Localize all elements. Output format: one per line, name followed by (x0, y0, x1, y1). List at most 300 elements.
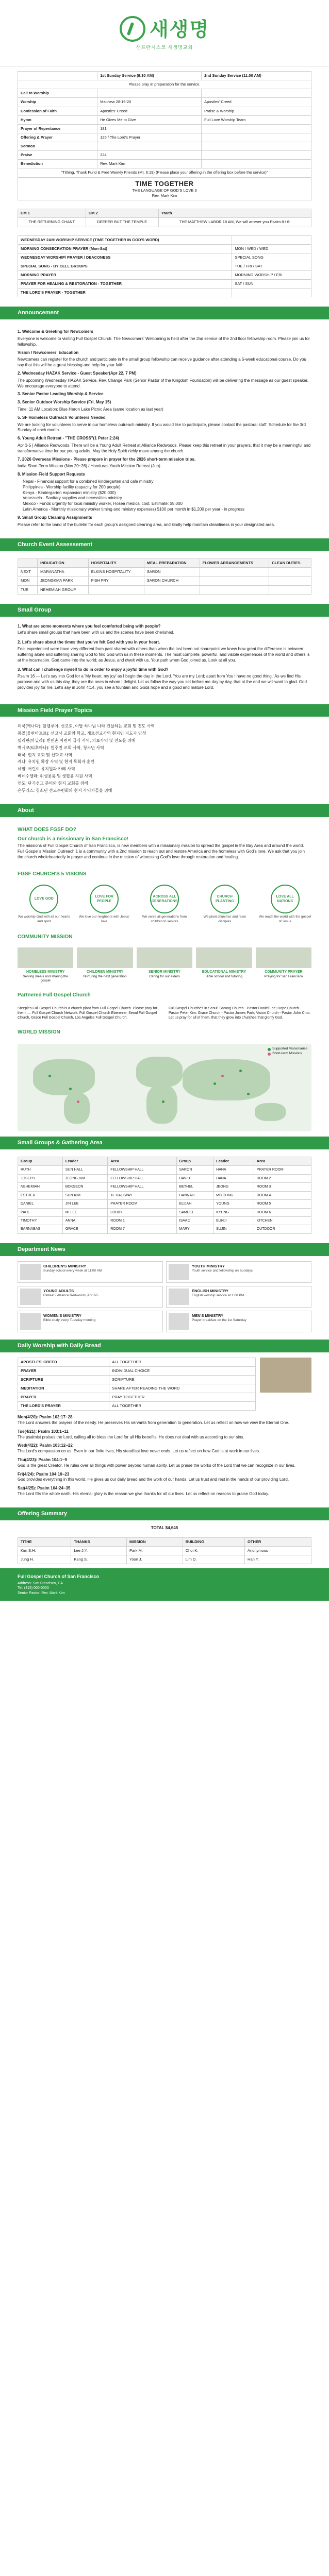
offering-col-header: TITHE (18, 1537, 71, 1546)
sermon-subtitle: THE LANGUAGE OF GOD'S LOVE 3 (132, 188, 197, 193)
devotion-item (18, 1458, 311, 1469)
service-row-second (202, 124, 311, 133)
groups-cell: LOBBY (108, 1208, 176, 1216)
church-header (0, 0, 329, 67)
department-card (18, 1311, 163, 1332)
vision-desc: We reach the world with the gospel of Jesus (259, 915, 311, 923)
devotion-heading: Thu(4/23): Psalm 104:1~9 (18, 1458, 67, 1463)
groups-cell: ISAAC (176, 1216, 213, 1225)
offering-cell: Lim D. (183, 1555, 244, 1564)
choir-header: CM 1 (18, 209, 86, 218)
department-card (166, 1286, 311, 1308)
announcement-heading: 6. Young Adult Retreat - "THE CROSS"(1 Peter 2:24) (18, 436, 119, 441)
daily-worship-table (18, 1358, 256, 1411)
prayer-item: 몽골(울란바토르): 선교사 교회와 학교, 게르선교사역 현지인 지도자 양성 (18, 731, 146, 736)
ministry-photo (77, 947, 133, 968)
question-block (18, 667, 311, 690)
map-legend (268, 1047, 307, 1056)
world-mission-map (18, 1044, 311, 1131)
groups-row (18, 1174, 311, 1182)
department-name: WOMEN'S MINISTRY (43, 1313, 82, 1318)
map-land-europe (136, 1057, 183, 1088)
prayer-item: 온두라스: 청소년 선교수련회와 현지 사역자들을 위해 (18, 788, 112, 793)
department-name: YOUNG ADULTS (43, 1288, 74, 1293)
department-desc: Youth service and fellowship on Sundays (192, 1268, 253, 1273)
announcement-heading: Vision / Newcomers' Education (18, 350, 79, 355)
groups-cell: SUJIN (213, 1225, 254, 1233)
vision-card (78, 885, 131, 924)
groups-cell: ROOM 3 (254, 1183, 311, 1191)
daily-row (18, 1366, 256, 1375)
groups-cell: FELLOWSHIP HALL (108, 1174, 176, 1182)
daily-row (18, 1375, 256, 1384)
service-row-first: 324 (97, 151, 202, 160)
schedule-label: SPECIAL SONG - BY CELL GROUPS (18, 262, 232, 270)
announcement-text: We are looking for volunteers to serve in our homeless outreach ministry. If you would like to participate, please contact the pastoral staff. Schedule for the 3rd Sunday of each month. (18, 422, 306, 433)
schedule-label: MORNING PRAYER (18, 271, 232, 280)
groups-cell: NEHEMIAH (18, 1183, 63, 1191)
support-item: Mexico - Funds urgently for local ministry worker, Hosea medical cost. Estimate: $5,000 (23, 501, 183, 506)
assessment-col-header: HOSPITALITY (88, 559, 144, 568)
offering-cell: Jung H. (18, 1555, 71, 1564)
groups-cell: KITCHEN (254, 1216, 311, 1225)
service-row-first: Apostles' Creed (97, 107, 202, 115)
assessment-row (18, 568, 311, 577)
groups-cell: KYUNG (213, 1208, 254, 1216)
schedule-label: PRAYER FOR HEALING & RESTORATION - TOGETHER (18, 280, 232, 289)
small-group-questions (0, 620, 329, 699)
departments-header: Department News (0, 1243, 329, 1256)
small-group-header: Small Group (0, 604, 329, 617)
groups-cell: BARNABAS (18, 1225, 63, 1233)
groups-cell: FELLOWSHIP HALL (108, 1166, 176, 1174)
devotion-item (18, 1429, 311, 1440)
department-card (18, 1261, 163, 1283)
vision-desc: We serve all generations from children to seniors (142, 915, 187, 923)
groups-cell: ROOM 4 (254, 1191, 311, 1199)
ministry-name: SENIOR MINISTRY (149, 970, 180, 974)
ministry-photo (18, 947, 73, 968)
question-text: 1. What are some moments where you feel comforted being with people? (18, 623, 161, 629)
logo-text: 새생명 (149, 17, 210, 41)
groups-section (0, 1153, 329, 1238)
groups-cell: SARON (176, 1166, 213, 1174)
service-col2-title: 2nd Sunday Service (11:00 AM) (202, 72, 311, 80)
service-row-label: Worship (18, 98, 97, 107)
groups-row (18, 1208, 311, 1216)
service-row-second (202, 160, 311, 168)
service-row-second (202, 151, 311, 160)
announcement-text: Apr 3-5 | Alliance Redwoods. There will be a Young Adult Retreat at Alliance Redwoods. Please keep this retreat in your prayers, that it may be a meaningful and transformative time for our young adults. May the Holy Spirit richly move among the church. (18, 443, 311, 453)
groups-cell: DAVID (176, 1174, 213, 1182)
vision-desc: We worship God with all our hearts and spirit (18, 915, 70, 923)
service-row (18, 151, 311, 160)
offering-row (18, 1546, 311, 1555)
daily-row (18, 1402, 256, 1411)
daily-how: SCRIPTURE (109, 1375, 256, 1384)
department-desc: Retreat - Alliance Redwoods, Apr 3-5 (43, 1293, 98, 1297)
about-text: The missions of Full Gospel Church of San Francisco, is new members with a missionary mission to spread the gospel in the Bay Area and around the world. Full Gospel's Mission Outreach 1 is a community with a 2nd mission to reach out and restore America and the homeless with God's love. We ask that you join the church wholeheartedly in prayer and continue in the mission of witnessing God's love through restoration and healing. (18, 843, 305, 859)
service-rows (18, 89, 311, 168)
groups-cell: ROOM 7 (108, 1225, 176, 1233)
service-order-section (0, 67, 329, 205)
daily-how: PRAY TOGETHER (109, 1393, 256, 1402)
service-row-second: Praise & Worship (202, 107, 311, 115)
groups-row (18, 1183, 311, 1191)
daily-bread-photo (260, 1358, 311, 1393)
assessment-cell: ELKINS HOSPITALITY (88, 568, 144, 577)
schedule-row (18, 253, 311, 262)
support-item: Venezuela - Sanitary supplies and necessities ministry (23, 496, 122, 501)
schedule-label: THE LORD'S PRAYER - TOGETHER (18, 289, 232, 297)
service-row-label: Prayer of Repentance (18, 124, 97, 133)
groups-cell: JEONG (213, 1183, 254, 1191)
department-card (166, 1311, 311, 1332)
groups-cell: SAMUEL (176, 1208, 213, 1216)
service-order-table (18, 71, 311, 200)
partners-right: Full Gospel Churches in Seoul: Sarang Church - Pastor Daniel Lee; Hope Church - Pastor Peter Kim; Grace Church - Pastor James Park; Vision Church - Pastor John Choi. Let us pray for all of them, that they grow into churches that glorify God. (169, 1006, 310, 1020)
daily-worship-row (0, 1355, 329, 1413)
daily-how: ALL TOGETHER (109, 1402, 256, 1411)
service-row-first: Matthew 28:19-20 (97, 98, 202, 107)
groups-cell: SUN HALL (62, 1166, 107, 1174)
schedule-row (18, 244, 311, 253)
support-list (18, 479, 311, 513)
department-name: MEN'S MINISTRY (192, 1313, 224, 1318)
department-photo (169, 1289, 189, 1305)
ministry-photo (256, 947, 311, 968)
map-land-south-america (64, 1093, 90, 1124)
schedule-value: TUE / FRI / SAT (232, 262, 311, 270)
daily-step: PRAYER (18, 1366, 109, 1375)
prayer-item: 필리핀(마닐라): 빈민촌 어린이 급식 사역, 의료사역 및 전도를 위해 (18, 738, 136, 743)
vision-name: LOVE FOR PEOPLE (90, 885, 119, 913)
world-title: WORLD MISSION (18, 1029, 60, 1035)
world-title-wrap (0, 1023, 329, 1041)
groups-col-header: Group (18, 1157, 63, 1166)
devotion-text: The psalmist praises the Lord, calling all to bless the Lord for all His benefits. He does not deal with us according to our sins. (18, 1434, 244, 1439)
legend-swatch-icon (268, 1053, 271, 1056)
department-desc: Bible study every Tuesday morning (43, 1318, 96, 1322)
assessment-cell: NEXT (18, 568, 38, 577)
announcement-heading: 1. Welcome & Greeting for Newcomers (18, 329, 94, 334)
groups-cell: OUTDOOR (254, 1225, 311, 1233)
announcement-heading: 7. 2026 Overseas Missions - Please prepare in prayer for the 2026 short-term mission trips. (18, 456, 196, 462)
schedule-table (18, 235, 311, 298)
assessment-cell (200, 585, 269, 594)
announcement-text: India Short-Term Mission (Nov 20~26) / Honduras Youth Mission Retreat (Jun) (18, 464, 160, 469)
visions-row (0, 883, 329, 927)
ministry-photo (196, 947, 252, 968)
service-row (18, 89, 311, 98)
schedule-row (18, 271, 311, 280)
community-title: COMMUNITY MISSION (18, 934, 73, 940)
offering-table (18, 1537, 311, 1564)
department-card (18, 1286, 163, 1308)
about-subheading: Our church is a missionary in San Francisco! (18, 836, 129, 842)
department-name: CHILDREN'S MINISTRY (43, 1263, 87, 1268)
choir-header: Youth (158, 209, 311, 218)
ministry-desc: Caring for our elders (149, 974, 180, 978)
offering-col-header: MISSION (127, 1537, 183, 1546)
devotion-item (18, 1443, 311, 1454)
community-title-wrap (0, 927, 329, 946)
prayer-item: 인도: 단기선교 준비와 현지 교회를 위해 (18, 781, 88, 786)
about-section (0, 820, 329, 864)
groups-cell: BETHEL (176, 1183, 213, 1191)
vision-card (258, 885, 311, 924)
groups-cell: JOSEPH (18, 1174, 63, 1182)
announcement-heading: 3. Senior Pastor Leading Worship & Service (18, 392, 104, 397)
groups-cell: ELIJAH (176, 1200, 213, 1208)
service-col-label (18, 72, 97, 80)
ministry-name: HOMELESS MINISTRY (26, 970, 65, 974)
legend-label: Supported Missionaries (272, 1047, 307, 1051)
assessment-col-header (18, 559, 38, 568)
map-land-africa (146, 1085, 177, 1124)
announcement-header: Announcement (0, 307, 329, 319)
offering-row (18, 1555, 311, 1564)
choir-header: CM 2 (86, 209, 158, 218)
service-row-first: He Gives Me to Give (97, 115, 202, 124)
service-row-second: Apostles' Creed (202, 98, 311, 107)
vision-card (18, 885, 71, 924)
groups-cell: RUTH (18, 1166, 63, 1174)
announcement-text: Please refer to the band of the bulletin for each group's assigned cleaning area, and kindly help maintain cleanliness in your designated area. (18, 522, 275, 527)
assessment-cell: NEHEMIAH GROUP (38, 585, 89, 594)
devotion-heading: Mon(4/20): Psalm 102:17~28 (18, 1415, 73, 1420)
department-desc: Sunday school every week at 11:00 AM (43, 1268, 102, 1273)
schedule-value: MON / WED / WED (232, 244, 311, 253)
service-row-label: Call to Worship (18, 89, 97, 98)
support-item: Latin America - Monthly missionary worker timing and ministry expenses) $100 per month in $1,200 per year - in progress (23, 506, 244, 512)
groups-cell: MIYOUNG (213, 1191, 254, 1199)
assessment-cell (144, 585, 200, 594)
devotion-heading: Tue(4/21): Psalm 103:1~11 (18, 1429, 69, 1434)
groups-row (18, 1191, 311, 1199)
groups-row (18, 1225, 311, 1233)
ministry-desc: Bible school and tutoring (205, 974, 242, 978)
groups-cell: PAUL (18, 1208, 63, 1216)
partners-title: Partnered Full Gospel Church (18, 992, 91, 998)
vision-name: ACROSS ALL GENERATIONS (150, 885, 179, 913)
prayer-item: 미국(캐나다): 할렐루야, 선교회, 이달 하나님 나라 건설하는 교회 및 전도 사역 (18, 724, 155, 729)
devotion-text: God provides everything in this world. He gives us our daily bread and the work of our hands. Let us trust and rest in the hands of our providing Lord. (18, 1477, 289, 1482)
schedule-value: SAT / SUN (232, 280, 311, 289)
service-row-label: Confession of Faith (18, 107, 97, 115)
daily-step: SCRIPTURE (18, 1375, 109, 1384)
offering-col-header: THANKS (71, 1537, 127, 1546)
groups-header: Small Groups & Gathering Area (0, 1137, 329, 1149)
department-photo (20, 1289, 41, 1305)
daily-how: SHARE AFTER READING THE WORD (109, 1384, 256, 1393)
service-row (18, 124, 311, 133)
groups-cell: EUNJI (213, 1216, 254, 1225)
ministry-card (196, 947, 252, 984)
offering-cell: Kang S. (71, 1555, 127, 1564)
assessment-cell (200, 568, 269, 577)
groups-cell: ROOM 2 (254, 1174, 311, 1182)
daily-step: THE LORD'S PRAYER (18, 1402, 109, 1411)
offering-cell: Choi K. (183, 1546, 244, 1555)
groups-cell: ANNA (62, 1216, 107, 1225)
schedule-section (0, 231, 329, 302)
footer-address: Address: San Francisco, CA (18, 1582, 63, 1586)
service-row-first: Rev. Mark Kim (97, 160, 202, 168)
announcement-list (0, 323, 329, 533)
ministry-card (77, 947, 133, 984)
groups-cell: YOUNG (213, 1200, 254, 1208)
assessment-col-header: INDUCATION (38, 559, 89, 568)
assessment-col-header: FLOWER ARRANGEMENTS (200, 559, 269, 568)
groups-cell: ESTHER (18, 1191, 63, 1199)
question-note: Feel experienced were have very different from past shared with others than when the last been not sharepoint we knew how great the difference is between suffering alone and suffering sharing God to find God with us in these moments. The most complete, powerful, and visible experiences of the world and others is at the incarnation. God came into the world; as Jesus, and dwelt with us. Your path when God joined us. Look at all you. (18, 646, 310, 663)
partners-text (0, 1004, 329, 1023)
service-row (18, 98, 311, 107)
about-header: About (0, 804, 329, 817)
service-row (18, 133, 311, 142)
announcement-heading: 3. Senior Outdoor Worship Service (Fri, May 15) (18, 400, 111, 405)
announcement-heading: 2. Wednesday HAZAK Service - Guest Speaker(Apr 22, 7 PM) (18, 371, 137, 376)
service-row (18, 160, 311, 168)
ministry-name: COMMUNITY PRAYER (265, 970, 303, 974)
question-block (18, 640, 311, 663)
sermon-title: TIME TOGETHER (135, 179, 194, 188)
vision-card (138, 885, 191, 924)
groups-cell: PRAYER ROOM (254, 1166, 311, 1174)
offering-note: "Tithing, Thank Fund & Free Weekly Friends (Mt. 6:19) (Please place your offering in the offering box before the service)" (18, 168, 311, 177)
department-name: ENGLISH MINISTRY (192, 1288, 228, 1293)
support-item: Nepal - Financial support for a combined kindergarten and cafe ministry (23, 479, 154, 484)
daily-row (18, 1384, 256, 1393)
announcement-text: The upcoming Wednesday HAZAK Service, Rev. Change Park (Senior Pastor of the Kingdom Foundation) will be delivering the message as our guest speaker. We encourage everyone to attend. (18, 378, 308, 388)
service-col1-title: 1st Sunday Service (9:30 AM) (97, 72, 202, 80)
assessment-cell: SARON (144, 568, 200, 577)
groups-col-header: Group (176, 1157, 213, 1166)
department-photo (169, 1313, 189, 1330)
ministry-photo (137, 947, 192, 968)
assessment-row (18, 577, 311, 585)
devotion-text: The Lord answers the prayers of the needy. He preserves His servants from generation to generation. Let us reflect on how we view the Eternal One. (18, 1420, 289, 1426)
groups-cell: PRAYER ROOM (108, 1200, 176, 1208)
choir-cell: THE RETURNING CHANT (18, 218, 86, 227)
schedule-label: WEDNESDAY 2AM WORSHIP SERVICE (TIME TOGETHER IN GOD'S WORD) (18, 235, 232, 244)
assessment-row (18, 585, 311, 594)
schedule-row (18, 280, 311, 289)
schedule-value: MORNING WORSHIP / FRI (232, 271, 311, 280)
offering-total: TOTAL $4,645 (151, 1525, 178, 1530)
service-row-label: Hymn (18, 115, 97, 124)
schedule-row (18, 235, 311, 244)
daily-header: Daily Worship with Daily Bread (0, 1340, 329, 1352)
offering-col-header: OTHER (245, 1537, 311, 1546)
groups-cell: ROOM 5 (254, 1200, 311, 1208)
groups-row (18, 1166, 311, 1174)
assessment-cell: TUE (18, 585, 38, 594)
groups-row (18, 1216, 311, 1225)
prayer-list (0, 720, 329, 799)
assessment-table (18, 558, 311, 595)
schedule-value (232, 235, 311, 244)
offering-cell: Kim S.H. (18, 1546, 71, 1555)
groups-cell: JEONG KIM (62, 1174, 107, 1182)
announcement-text: Time: 11 AM Location: Blue Heron Lake Picnic Area (same location as last year) (18, 407, 163, 412)
assessment-cell (269, 568, 311, 577)
groups-cell: HANNAH (176, 1191, 213, 1199)
daily-row (18, 1358, 256, 1366)
groups-cell: BOKSEON (62, 1183, 107, 1191)
department-photo (20, 1313, 41, 1330)
ministry-card (137, 947, 192, 984)
service-row-second (202, 133, 311, 142)
vision-name: LOVE GOD (29, 885, 58, 913)
assessment-cell: FISH FRY (88, 577, 144, 585)
ministry-card (256, 947, 311, 984)
service-row (18, 115, 311, 124)
footer-church-name: Full Gospel Church of San Francisco (18, 1573, 100, 1579)
daily-step: MEDITATION (18, 1384, 109, 1393)
daily-how: INDIVIDUAL CHOICE (109, 1366, 256, 1375)
schedule-label: MORNING CONSECRATION PRAYER (Mon-Sat) (18, 244, 232, 253)
prayer-item: 태국: 현지 교회 및 신학교 사역 (18, 752, 73, 757)
department-card (166, 1261, 311, 1283)
prayer-item: 멕시코(티후아나): 원주민 교회 사역, 청소년 사역 (18, 745, 104, 750)
ministry-name: CHILDREN MINISTRY (86, 970, 124, 974)
assessment-cell: JEONGKMA PARK (38, 577, 89, 585)
map-land-americas (33, 1059, 95, 1095)
schedule-value (232, 289, 311, 297)
footer-pastor: Senior Pastor: Rev. Mark Kim (18, 1591, 65, 1595)
footer (0, 1568, 329, 1601)
question-text: 3. What can I challenge myself to do in order to enjoy a joyful time with God? (18, 667, 169, 672)
ministry-desc: Praying for San Francisco (264, 974, 303, 978)
question-block (18, 624, 311, 636)
schedule-value: SPECIAL SONG (232, 253, 311, 262)
service-row-label: Sermon (18, 142, 97, 151)
daily-step: PRAYER (18, 1393, 109, 1402)
groups-cell: DANIEL (18, 1200, 63, 1208)
service-note: Please pray in preparation for the service. (18, 80, 311, 89)
ministry-card (18, 947, 73, 984)
community-row (0, 945, 329, 986)
vision-desc: We love our neighbors with Jesus' love (78, 915, 130, 923)
ministry-desc: Nurturing the next generation (83, 974, 127, 978)
ministry-name: EDUCATIONAL MINISTRY (202, 970, 246, 974)
devotion-heading: Fri(4/24): Psalm 104:10~23 (18, 1471, 70, 1477)
department-desc: English worship service at 1:00 PM (192, 1293, 244, 1297)
announcement-heading: 5. SF Homeless Outreach Volunteers Needed (18, 415, 106, 420)
map-land-asia (183, 1059, 270, 1100)
support-item: Kenya - Kindergarten expansion ministry ($20,000) (23, 490, 116, 495)
service-row-first (97, 89, 202, 98)
visions-title-wrap (0, 865, 329, 883)
service-row-second (202, 89, 311, 98)
departments-grid (0, 1259, 329, 1334)
service-row-first: 125 / The Lord's Prayer (97, 133, 202, 142)
choir-section (0, 205, 329, 231)
assessment-cell (269, 577, 311, 585)
offering-section (0, 1533, 329, 1568)
offering-cell: Anonymous (245, 1546, 311, 1555)
logo-mark-icon (120, 16, 145, 42)
announcement-heading: 8. Mission Field Support Requests (18, 472, 85, 477)
groups-cell: HANA (213, 1166, 254, 1174)
service-row-second: Full Love Worship Team (202, 115, 311, 124)
assessment-cell (200, 577, 269, 585)
sermon-pastor: Rev. Mark Kim (152, 193, 177, 198)
groups-cell: JIN LEE (62, 1200, 107, 1208)
service-row (18, 142, 311, 151)
